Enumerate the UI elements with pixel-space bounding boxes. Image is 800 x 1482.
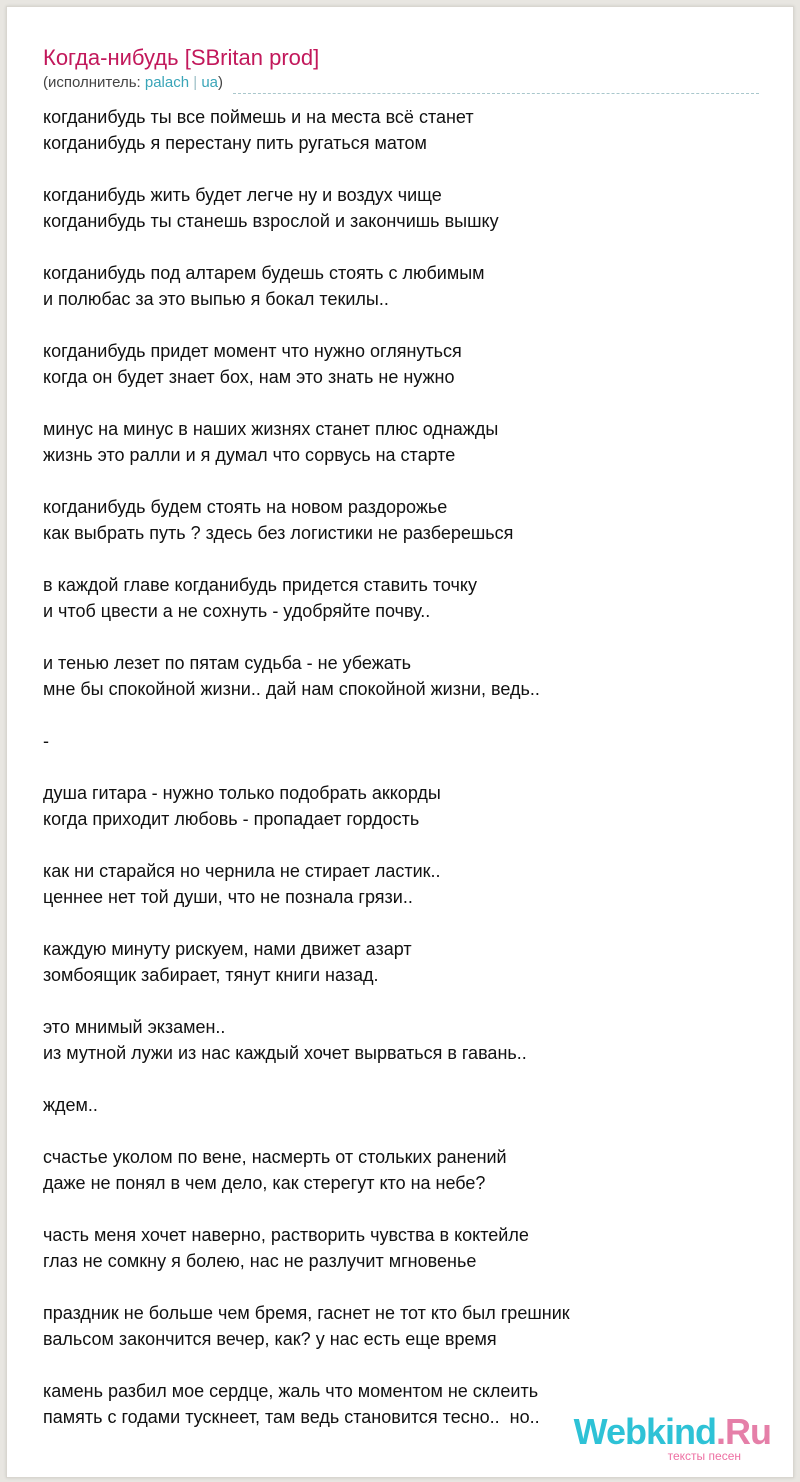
lyric-line: когданибудь под алтарем будешь стоять с любимым [43,263,485,283]
lyric-line: когданибудь ты все поймешь и на места всё станет [43,107,474,127]
lyrics-page [6,6,794,1478]
artist-prefix: (исполнитель: [43,74,145,91]
lyric-line: даже не понял в чем дело, как стерегут кто на небе? [43,1173,486,1193]
lyric-line: это мнимый экзамен.. [43,1017,226,1037]
lyric-line: в каждой главе когданибудь придется ставить точку [43,575,477,595]
lyric-line [43,910,763,936]
lyric-line: когданибудь жить будет легче ну и воздух чище [43,185,442,205]
lyric-line: вальсом закончится вечер, как? у нас есть еще время [43,1329,497,1349]
lyric-line: ждем.. [43,1095,98,1115]
lyric-line: ценнее нет той души, что не познала грязи.. [43,887,413,907]
lyric-line: как выбрать путь ? здесь без логистики не разберешься [43,523,514,543]
lyric-line: и чтоб цвести а не сохнуть - удобряйте почву.. [43,601,431,621]
lyric-line: когданибудь я перестану пить ругаться матом [43,133,427,153]
lyric-line [43,1066,763,1092]
lyric-line [43,832,763,858]
lyric-line: праздник не больше чем бремя, гаснет не тот кто был грешник [43,1303,570,1323]
artist-separator: | [189,74,202,91]
lyric-line: камень разбил мое сердце, жаль что моментом не склеить [43,1381,539,1401]
lyrics-text [43,104,763,1430]
lyric-line [43,312,763,338]
lyric-line: когданибудь ты станешь взрослой и закончишь вышку [43,211,499,231]
site-logo[interactable] [571,1411,771,1463]
lyric-line: память с годами тускнеет, там ведь становится тесно.. но.. [43,1407,540,1427]
lyric-line: мне бы спокойной жизни.. дай нам спокойной жизни, ведь.. [43,679,540,699]
artist-link[interactable]: palach [144,74,190,91]
lyric-line [43,1196,763,1222]
title-divider [233,93,759,94]
lyric-line: душа гитара - нужно только подобрать аккорды [43,783,441,803]
lyric-line: жизнь это ралли и я думал что сорвусь на старте [43,445,456,465]
lyric-line: счастье уколом по вене, насмерть от стольких ранений [43,1147,507,1167]
lyric-line [43,234,763,260]
lyric-line: когда он будет знает бох, нам это знать не нужно [43,367,455,387]
logo-wordmark [574,1411,771,1453]
lyric-line: минус на минус в наших жизнях станет плюс однажды [43,419,499,439]
lyric-line [43,988,763,1014]
lyric-line: и тенью лезет по пятам судьба - не убежать [43,653,411,673]
lyric-line [43,702,763,728]
song-title: Когда-нибудь [SBritan prod] [43,45,320,70]
lyric-line: когданибудь придет момент что нужно оглянуться [43,341,462,361]
artist-line [43,74,223,91]
artist-suffix: ) [218,74,223,91]
lyric-line: часть меня хочет наверно, растворить чувства в коктейле [43,1225,529,1245]
logo-tld: .Ru [716,1411,771,1452]
lyric-line [43,1274,763,1300]
lyric-line [43,624,763,650]
lyric-line [43,156,763,182]
lyric-line [43,546,763,572]
lyric-line: каждую минуту рискуем, нами движет азарт [43,939,412,959]
lyric-line: когда приходит любовь - пропадает гордость [43,809,420,829]
logo-main-text: Webkind [573,1411,716,1452]
lyric-line: как ни старайся но чернила не стирает ластик.. [43,861,441,881]
lyric-line [43,1118,763,1144]
lyric-line: глаз не сомкну я болею, нас не разлучит мгновенье [43,1251,477,1271]
lyric-line [43,390,763,416]
lyric-line [43,1352,763,1378]
lyric-line: зомбоящик забирает, тянут книги назад. [43,965,379,985]
lyric-line: - [43,731,49,751]
logo-tagline: тексты песен [667,1449,741,1463]
lyric-line: из мутной лужи из нас каждый хочет вырваться в гавань.. [43,1043,527,1063]
artist-alt-link[interactable]: ua [201,74,218,91]
lyric-line: и полюбас за это выпью я бокал текилы.. [43,289,389,309]
lyric-line [43,468,763,494]
lyric-line [43,754,763,780]
lyric-line: когданибудь будем стоять на новом раздорожье [43,497,448,517]
